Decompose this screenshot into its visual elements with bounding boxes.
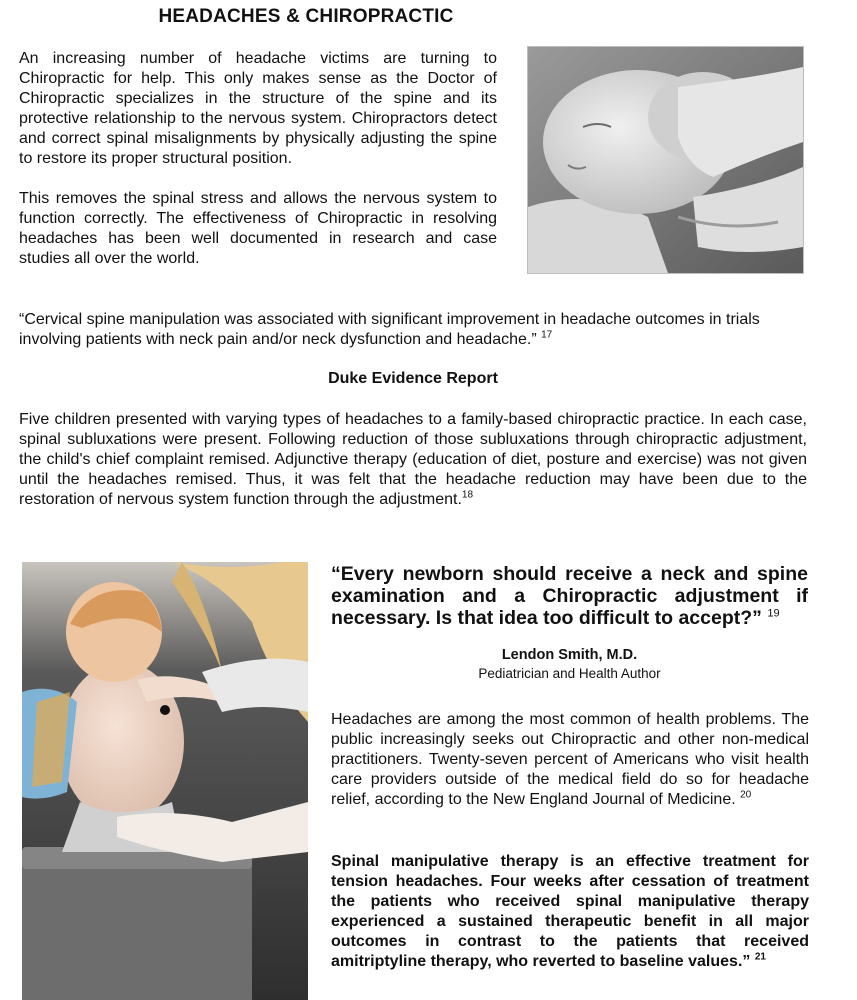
page-title: HEADACHES & CHIROPRACTIC (158, 6, 454, 27)
intro-paragraph-2: This removes the spinal stress and allows the nervous system to function correctly. The effectiveness of Chiropractic in resolving headaches has been well documented in research and case studies all over the world. (19, 190, 497, 267)
smt-ref: 21 (754, 951, 766, 963)
case-study-text: Five children presented with varying types of headaches to a family-based chiropractic practice. In each case, spinal subluxations were present. Following reduction of those subluxations through chiropractic adjustment, the child's chief complaint remised. Adjunctive therapy (education of diet, posture and exercise) was not given until the headaches remised. Thus, it was felt that the headache reduction may have been due to the restoration of nervous system function through the adjustment. (19, 411, 807, 508)
infant-adjustment-illustration (528, 47, 803, 273)
child-adjustment-photo (22, 562, 308, 1000)
child-adjustment-illustration (22, 562, 308, 1000)
case-study-ref: 18 (461, 489, 474, 501)
duke-quote (19, 310, 809, 350)
smt-paragraph (331, 852, 809, 972)
case-study-paragraph (19, 410, 807, 510)
smith-author-title: Pediatrician and Health Author (478, 666, 661, 681)
nejm-text: Headaches are among the most common of health problems. The public increasingly seeks out Chiropractic and other non-medical practitioners. Twenty-seven percent of Americans who visit health care providers outside of the medical field do so for headache relief, according to the New England Journal of Medicine. (331, 711, 809, 808)
smith-quote-ref: 19 (767, 607, 780, 620)
infant-adjustment-photo (527, 46, 804, 274)
smith-author: Lendon Smith, M.D. (501, 647, 638, 663)
duke-quote-ref: 17 (541, 329, 553, 341)
nejm-ref: 20 (740, 789, 752, 801)
duke-quote-text: “Cervical spine manipulation was associated with significant improvement in headache outcomes in trials involving patients with neck pain and/or neck dysfunction and headache.” (19, 311, 760, 348)
duke-source: Duke Evidence Report (328, 370, 498, 387)
smt-text: Spinal manipulative therapy is an effective treatment for tension headaches. Four weeks after cessation of treatment the patients who received spinal manipulative therapy experienced a sustained therapeutic benefit in all major outcomes in contrast to the patients that received amitriptyline therapy, who reverted to baseline values.” (331, 853, 809, 970)
smith-quote (331, 563, 808, 629)
smith-quote-text: “Every newborn should receive a neck and spine examination and a Chiropractic adjustment if necessary. Is that idea too difficult to accept?” (331, 563, 808, 629)
nejm-paragraph (331, 710, 809, 810)
intro-paragraph-1: An increasing number of headache victims are turning to Chiropractic for help. This only makes sense as the Doctor of Chiropractic specializes in the structure of the spine and its protective relationship to the nervous system. Chiropractors detect and correct spinal misalignments by physically adjusting the spine to restore its proper structural position. (19, 50, 497, 167)
